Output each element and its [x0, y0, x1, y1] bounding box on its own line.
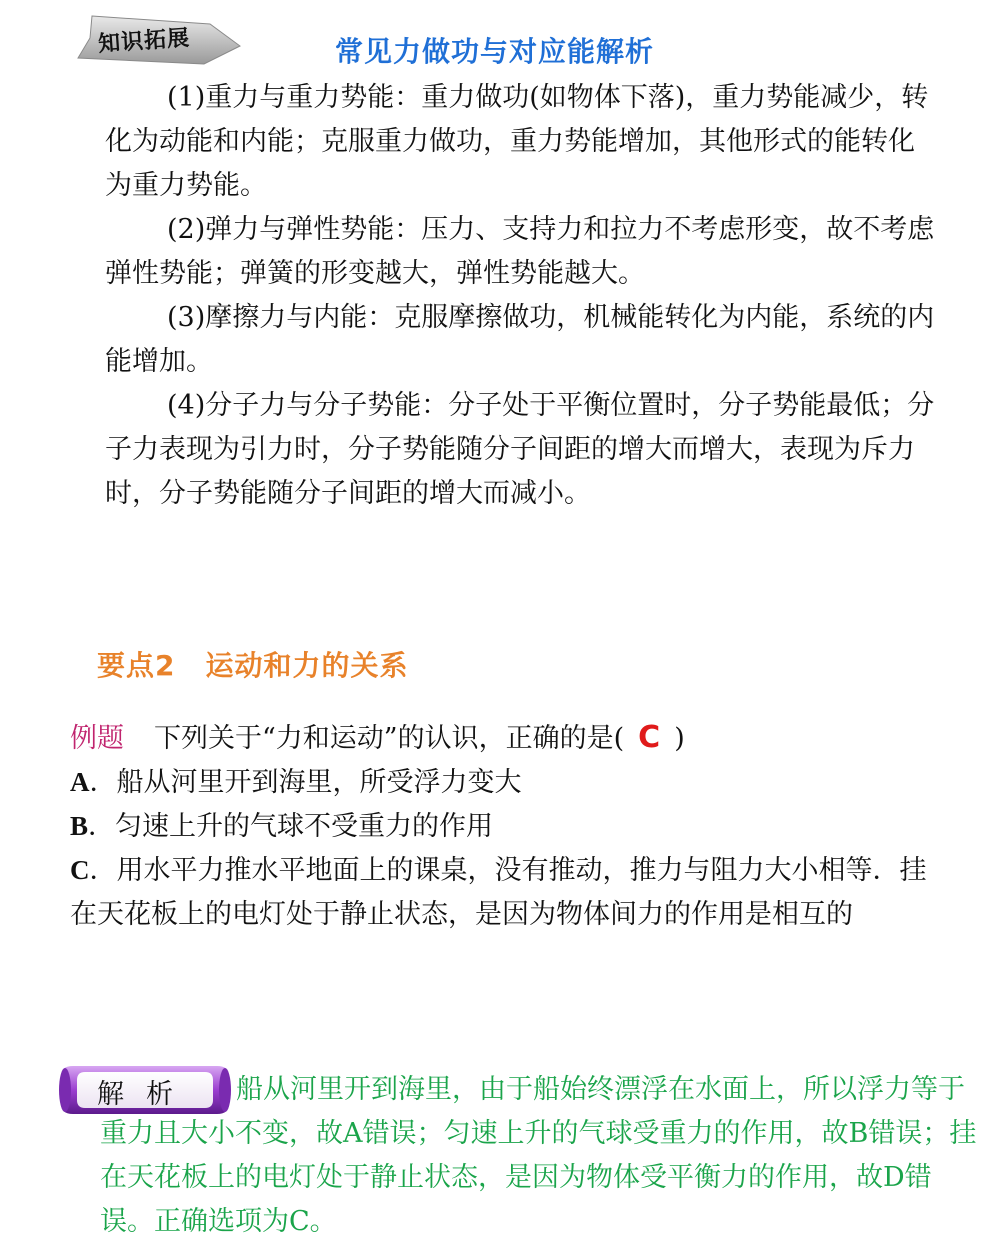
question-tag: 例题 [70, 723, 124, 754]
paragraph-text: (4)分子力与分子势能：分子处于平衡位置时，分子势能最低；分子力表现为引力时，分子势能随分子间距的增大而增大，表现为斥力时，分子势能随分子间距的增大而减小。 [105, 390, 935, 509]
paragraph-molecular [105, 384, 935, 516]
analysis-body: 船从河里开到海里，由于船始终漂浮在水面上，所以浮力等于重力且大小不变，故A错误；匀速上升的气球受重力的作用，故B错误；挂在天花板上的电灯处于静止状态，是因为物体受平衡力的作用，故D错误。正确选项为C。 [100, 1074, 977, 1237]
question-text: 下列关于“力和运动”的认识，正确的是 [154, 723, 614, 754]
analysis-text [100, 1068, 985, 1244]
option-c [70, 848, 930, 937]
paragraph-friction [105, 296, 935, 384]
answer-close-paren: ) [674, 723, 685, 754]
option-separator: ． [89, 855, 117, 886]
option-a [70, 760, 930, 805]
section-label: 要点2 [97, 649, 176, 682]
paragraph-gravity [105, 76, 935, 208]
answer-letter: C [638, 720, 661, 755]
section-heading [97, 644, 409, 684]
paragraph-elastic [105, 208, 935, 296]
option-text: 匀速上升的气球不受重力的作用 [115, 811, 494, 842]
badge-label: 知识拓展 [97, 25, 191, 58]
option-separator: ． [89, 767, 117, 798]
paragraph-text: (3)摩擦力与内能：克服摩擦做功，机械能转化为内能，系统的内能增加。 [105, 302, 935, 377]
analysis-label: 解析 [97, 1079, 195, 1110]
option-key: C [70, 855, 90, 885]
option-text: 船从河里开到海里，所受浮力变大 [116, 767, 522, 798]
knowledge-extension-badge [70, 10, 245, 68]
option-separator: ． [88, 811, 116, 842]
paragraph-text: (2)弹力与弹性势能：压力、支持力和拉力不考虑形变，故不考虑弹性势能；弹簧的形变越大，弹性势能越大。 [105, 214, 935, 289]
page-title: 常见力做功与对应能解析 [335, 35, 655, 68]
option-text: 用水平力推水平地面上的课桌，没有推动，推力与阻力大小相等．挂在天花板上的电灯处于静止状态，是因为物体间力的作用是相互的 [70, 855, 927, 930]
option-b [70, 804, 930, 849]
option-key: A [70, 767, 90, 797]
paragraph-text: (1)重力与重力势能：重力做功(如物体下落)，重力势能减少，转化为动能和内能；克服重力做功，重力势能增加，其他形式的能转化为重力势能。 [105, 82, 929, 201]
question-stem [70, 716, 685, 761]
section-title: 运动和力的关系 [205, 649, 409, 682]
option-key: B [70, 811, 89, 841]
answer-open-paren: ( [613, 723, 625, 754]
